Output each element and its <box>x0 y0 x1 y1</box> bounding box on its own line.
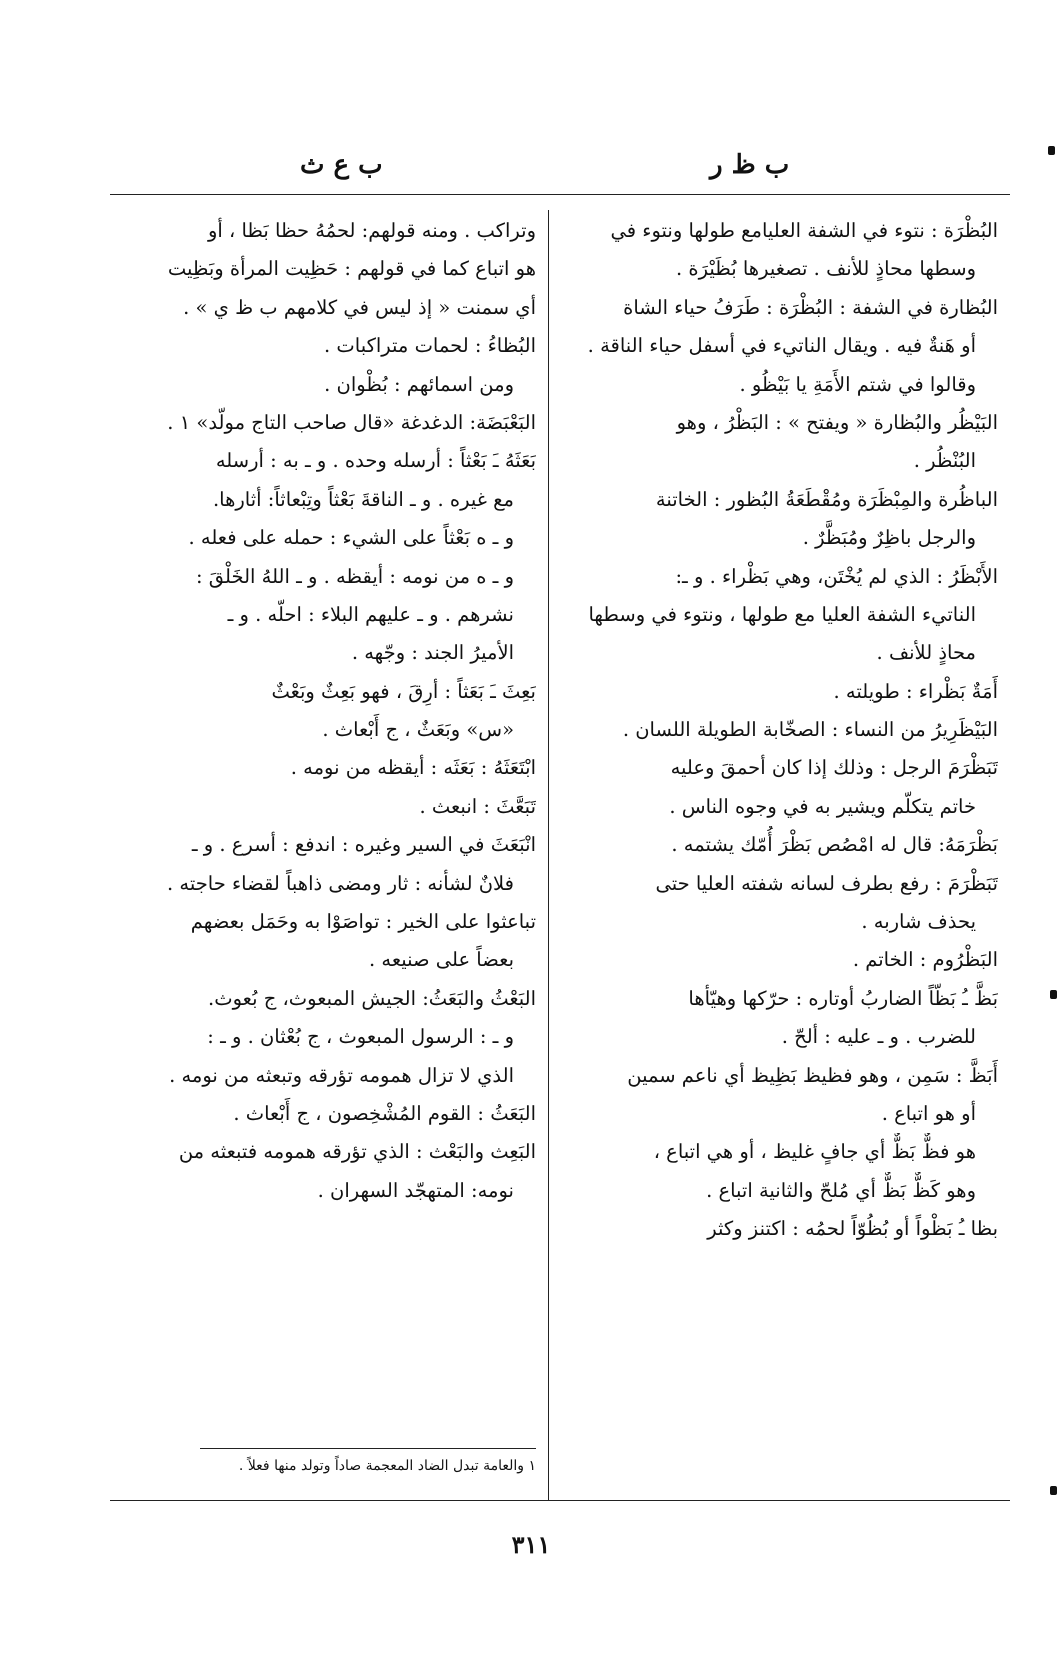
text-line: بَظَّ ـُ بَظّاً الضاربُ أوتاره : حرّكها وهيّأها <box>688 986 998 1010</box>
text-line: نومه: المتهجّد السهران . <box>317 1178 514 1202</box>
text-line: و ـ ه بَعْثاً على الشيء : حمله على فعله . <box>188 526 514 550</box>
text-line: بَعَثَهُ ـَ بَعْثاً : أرسله وحده . و ـ به : أرسله <box>215 449 536 473</box>
text-line: البُنْظُر . <box>913 449 976 473</box>
text-line: مع غيره . و ـ الناقةَ بَعْثاً وتِبْعاثاً: أثارها. <box>212 487 514 511</box>
text-line: و ـ : الرسول المبعوث ، ج بُعْثان . و ـ : <box>207 1025 514 1049</box>
text-line: أو هو اتباع . <box>881 1101 976 1125</box>
text-line: البُظاءُ : لحمات متراكبات . <box>324 334 536 358</box>
text-line: «س» وبَعَثٌ ، ج أَبْعاث . <box>322 718 514 742</box>
text-line: البَعْثُ والبَعَثُ: الجيش المبعوث، ج بُعوث. <box>208 986 536 1010</box>
text-line: هو اتباع كما في قولهم : حَظِيت المرأة وبَظِيت <box>167 257 536 281</box>
text-line: بَعِثَ ـَ بَعَثاً : أرِقَ ، فهو بَعِثٌ وبَعْثٌ <box>271 679 536 703</box>
text-line: وقالوا في شتم الأَمَةِ يا بَيْظُو . <box>739 372 976 396</box>
text-line: بَظْرَمَهُ: قال له امْصُص بَظْرَ أُمّك يشتمه . <box>671 833 998 857</box>
text-line: الذي لا تزال همومه تؤرقه وتبعثه من نومه . <box>169 1063 514 1087</box>
text-line: وسطها محاذٍ للأنف . تصغيرها بُظَيْرَة . <box>675 257 976 281</box>
running-header-left: ب ع ث <box>300 150 383 180</box>
text-line: البَيْظُر والبُظارة « ويفتح » : البَظْرُ ، وهو <box>676 410 998 434</box>
footnote-rule <box>200 1448 536 1449</box>
text-line: و ـ ه من نومه : أيقظه . و ـ اللهُ الخَلْقَ : <box>196 564 514 588</box>
right-column <box>566 212 998 1249</box>
text-line: ابْتَعَثَهُ : بَعَثَه : أيقظه من نومه . <box>290 756 536 780</box>
text-line: تَبَعَّثَ : انبعث . <box>419 794 536 818</box>
text-line: الأميرُ الجند : وجّهه . <box>351 641 514 665</box>
text-line: أَمَةٌ بَظْراء : طويلته . <box>833 679 998 703</box>
text-line: البُظْرَة : نتوء في الشفة العليامع طولها ونتوء في <box>610 219 998 242</box>
text-line: أو هَنةٌ فيه . ويقال الناتيء في أسفل حياء الناقة . <box>587 334 976 358</box>
left-column <box>78 212 536 1210</box>
text-line: وتراكب . ومنه قولهم: لحمُهُ حظا بَظا ، أو <box>207 219 536 242</box>
footnote: ١ والعامة تبدل الضاد المعجمة صاداً وتولد منها فعلاً . <box>238 1458 536 1474</box>
text-line: أَبَظَّ : سَمِن ، وهو فظيظ بَظِيظ أي ناعم سمين <box>627 1063 998 1087</box>
header-rule <box>110 194 1010 195</box>
text-line: الناتيء الشفة العليا مع طولها ، ونتوء في وسطها <box>588 602 976 626</box>
text-line: يحذف شاربه . <box>861 910 976 934</box>
running-header-right: ب ظ ر <box>710 150 790 180</box>
text-line: تباعثوا على الخير : تواصَوْا به وحَمَل بعضهم <box>190 910 536 934</box>
text-line: فلانٌ لشأنه : ثار ومضى ذاهباً لقضاء حاجته . <box>166 871 514 895</box>
text-line: الباظُرة والمِبْظَرَة ومُقْطَعَةُ البُظور : الخاتنة <box>655 487 998 511</box>
text-line: بعضاً على صنيعه . <box>368 948 514 972</box>
text-line: البُظارة في الشفة : البُظْرَة : طَرَفُ حياء الشاة <box>623 295 998 319</box>
text-line: بظا ـُ بَظْواً أو بُظُوّاً لحمُه : اكتنز وكثر <box>707 1217 998 1241</box>
footer-rule <box>110 1500 1010 1501</box>
text-line: خاتم يتكلّم ويشير به في وجوه الناس . <box>669 794 976 818</box>
text-line: محاذٍ للأنف . <box>876 641 976 665</box>
text-line: وهو كَظٌّ بَظٌّ أي مُلحّ والثانية اتباع . <box>706 1178 976 1202</box>
text-line: البَعِث والبَعْث : الذي تؤرقه همومه فتبعثه من <box>178 1140 536 1164</box>
text-line: انْبَعَثَ في السير وغيره : اندفع : أسرع . و ـ <box>191 833 536 857</box>
text-line: ومن اسمائهم : بُظْوان . <box>324 372 514 396</box>
text-line: تَبَظْرَمَ : رفع بطرف لسانه شفته العليا حتى <box>655 871 998 895</box>
text-line: هو فظٌّ بَظٌّ أي جافٍ غليظ ، أو هي اتباع ، <box>653 1140 976 1164</box>
text-line: تَبَظْرَمَ الرجل : وذلك إذا كان أحمقَ وعليه <box>670 756 998 780</box>
text-line: البَعْبَضَة: الدغدغة «قال صاحب التاج مولّد» ١ . <box>167 410 536 434</box>
text-line: البَظْرُوم : الخاتم . <box>852 948 998 972</box>
margin-mark <box>1050 990 1057 999</box>
margin-mark <box>1048 146 1055 155</box>
page-number: ٣١١ <box>511 1530 551 1559</box>
text-line: نشرهم . و ـ عليهم البلاء : احلّه . و ـ <box>227 602 514 626</box>
text-line: للضرب . و ـ عليه : ألحّ . <box>781 1025 976 1049</box>
text-line: والرجل باظِرٌ ومُبَظَّرٌ . <box>802 526 976 550</box>
text-line: الأَبْظَرُ : الذي لم يُخْتَن، وهي بَظْراء . و ـ: <box>675 564 998 588</box>
column-divider <box>548 210 549 1500</box>
margin-mark <box>1050 1486 1057 1495</box>
text-line: البَعَثُ : القوم المُشْخِصون ، ج أَبْعاث . <box>233 1101 536 1125</box>
text-line: أي سمنت « إذ ليس في كلامهم ب ظ ي » . <box>183 295 536 319</box>
text-line: البَيْظَرِيرُ من النساء : الصخّابة الطويلة اللسان . <box>622 718 998 742</box>
